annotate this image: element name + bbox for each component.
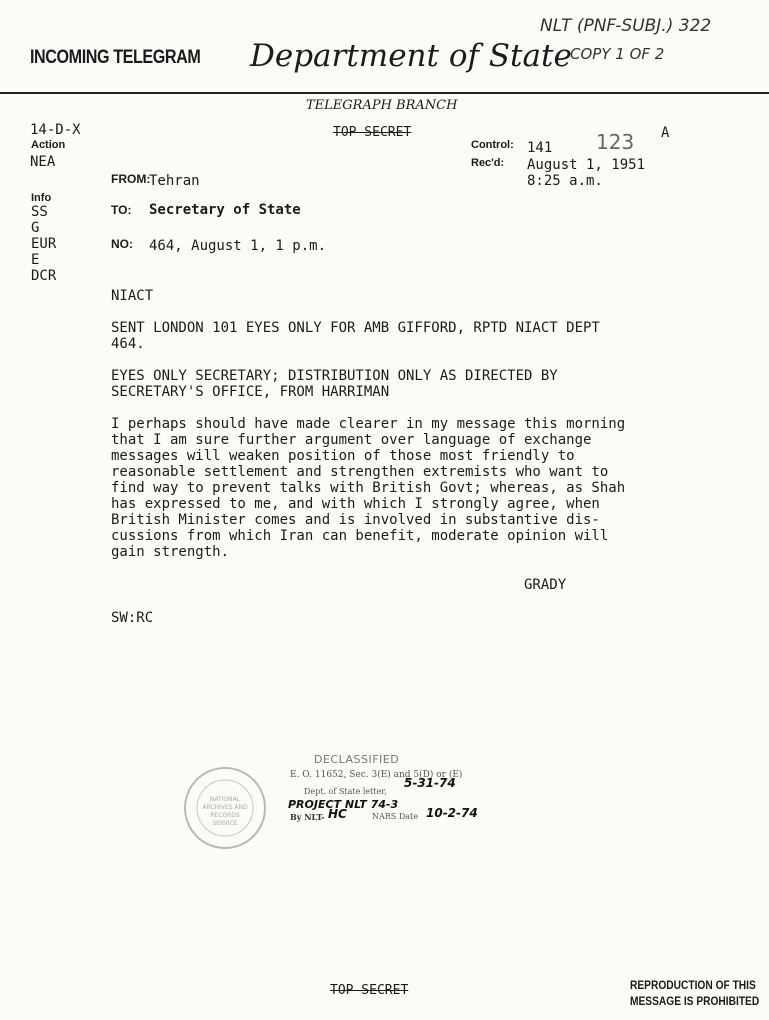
svg-text:ARCHIVES AND: ARCHIVES AND <box>202 804 248 811</box>
svg-text:SERVICE: SERVICE <box>212 820 238 827</box>
declassified-by-value: HC <box>328 807 347 821</box>
classification-bottom: TOP SECRET <box>330 983 409 998</box>
telegraph-branch: TELEGRAPH BRANCH <box>306 98 458 113</box>
recd-time: 8:25 a.m. <box>527 173 603 189</box>
from-value: Tehran <box>149 173 200 189</box>
declassified-nars-date: 10-2-74 <box>426 806 478 820</box>
svg-text:RECORDS: RECORDS <box>210 812 240 819</box>
svg-text:NATIONAL: NATIONAL <box>209 796 241 803</box>
library-seal <box>182 765 268 851</box>
classification-top: TOP SECRET <box>333 125 412 140</box>
reproduction-notice-line1: REPRODUCTION OF THIS <box>630 978 756 992</box>
paragraph-eyes-only: EYES ONLY SECRETARY; DISTRIBUTION ONLY AS DIRECTED BY SECRETARY'S OFFICE, FROM HARRIMAN <box>111 368 558 400</box>
info-item: SS <box>31 204 48 220</box>
info-item: G <box>31 220 40 236</box>
header-rule <box>0 92 769 94</box>
to-value: Secretary of State <box>149 202 301 218</box>
control-suffix: A <box>661 125 670 141</box>
no-value: 464, August 1, 1 p.m. <box>149 238 327 254</box>
control-label: Control: <box>471 139 514 151</box>
info-item: DCR <box>31 268 57 284</box>
to-label: TO: <box>111 203 132 217</box>
action-value: NEA <box>30 154 56 170</box>
from-label: FROM: <box>111 172 151 186</box>
form-label: INCOMING TELEGRAM <box>30 47 201 68</box>
priority-niact: NIACT <box>111 288 154 304</box>
reproduction-notice-line2: MESSAGE IS PROHIBITED <box>630 994 760 1008</box>
declassified-nars-label: NARS Date <box>372 812 418 821</box>
handwritten-copy-note: COPY 1 OF 2 <box>570 45 665 63</box>
declassified-project: PROJECT NLT 74-3 <box>288 798 399 811</box>
recd-date: August 1, 1951 <box>527 157 646 173</box>
declassified-letter-label: Dept. of State letter, <box>304 787 387 796</box>
no-label: NO: <box>111 237 133 251</box>
signature-grady: GRADY <box>524 577 567 593</box>
declassified-eo-line: E. O. 11652, Sec. 3(E) and 5(D) or (E) <box>290 770 463 780</box>
department-title: Department of State <box>250 38 572 74</box>
routing-code: 14-D-X <box>30 122 81 138</box>
recd-label: Rec'd: <box>471 157 505 169</box>
action-label: Action <box>31 139 66 151</box>
declassified-letter-date: 5-31-74 <box>404 776 456 790</box>
control-handwritten-number: 123 <box>596 130 635 154</box>
declassified-title: DECLASSIFIED <box>314 753 400 766</box>
declassified-by-label: By NLT- <box>290 812 325 822</box>
typist-initials: SW:RC <box>111 610 154 626</box>
info-item: E <box>31 252 40 268</box>
paragraph-message: I perhaps should have made clearer in my message this morning that I am sure further argument over language of exchange messages will weaken position of those most friendly to reasonable settlement and strengthen extremists who want to find way to prevent talks with British Govt; whereas, as Shah has expressed to me, and with which I strongly agree, when British Minister comes and is involved in substantive dis- cussions from which Iran can benefit, moderate opinion will gain strength. <box>111 416 626 560</box>
paragraph-sent-london: SENT LONDON 101 EYES ONLY FOR AMB GIFFORD, RPTD NIACT DEPT 464. <box>111 320 600 352</box>
control-number: 141 <box>527 140 553 156</box>
info-label: Info <box>31 192 52 204</box>
info-item: EUR <box>31 236 57 252</box>
handwritten-reference: NLT (PNF-SUBJ.) 322 <box>540 16 712 36</box>
